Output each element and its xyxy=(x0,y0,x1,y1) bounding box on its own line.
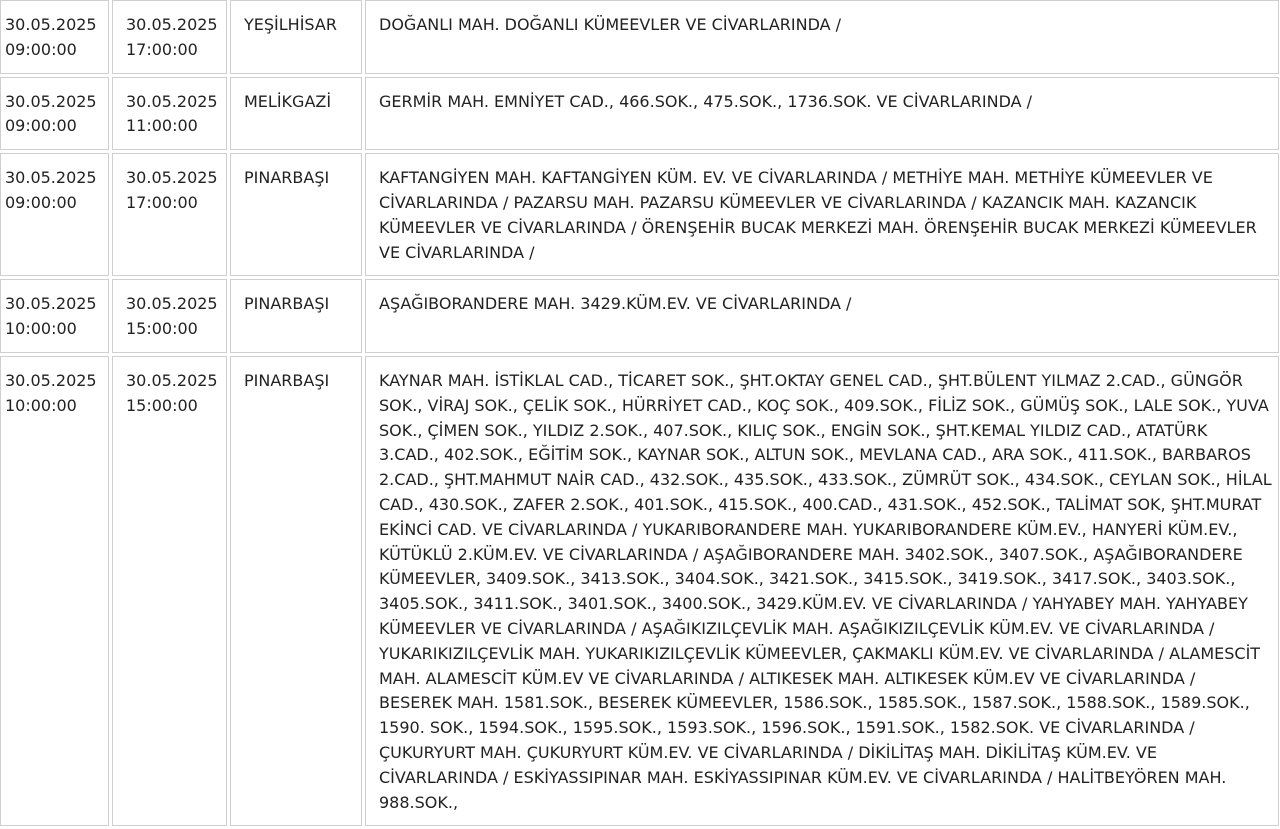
start-datetime-cell xyxy=(0,0,109,74)
start-time: 09:00:00 xyxy=(5,192,77,212)
table-row xyxy=(0,153,1279,276)
end-datetime-cell xyxy=(112,279,227,353)
start-time: 10:00:00 xyxy=(5,395,77,415)
end-time: 17:00:00 xyxy=(126,192,198,212)
start-time: 10:00:00 xyxy=(5,319,77,339)
affected-areas-cell: GERMİR MAH. EMNİYET CAD., 466.SOK., 475.SOK., 1736.SOK. VE CİVARLARINDA / xyxy=(365,77,1279,151)
district-cell: MELİKGAZİ xyxy=(230,77,362,151)
start-date: 30.05.2025 xyxy=(5,15,97,34)
end-date: 30.05.2025 xyxy=(126,15,218,34)
affected-areas-cell: AŞAĞIBORANDERE MAH. 3429.KÜM.EV. VE CİVARLARINDA / xyxy=(365,279,1279,353)
end-date: 30.05.2025 xyxy=(126,370,218,390)
affected-areas-cell: KAYNAR MAH. İSTİKLAL CAD., TİCARET SOK., ŞHT.OKTAY GENEL CAD., ŞHT.BÜLENT YILMAZ 2.CAD., GÜNGÖR SOK., VİRAJ SOK., ÇELİK SOK., HÜRRİYET CAD., KOÇ SOK., 409.SOK., FİLİZ SOK., GÜMÜŞ SOK., LALE SOK., YUVA SOK., ÇİMEN SOK., YILDIZ 2.SOK., 407.SOK., KILIÇ SOK., ENGİN SOK., ŞHT.KEMAL YILDIZ CAD., ATATÜRK 3.CAD., 402.SOK., EĞİTİM SOK., KAYNAR SOK., ALTUN SOK., MEVLANA CAD., ARA SOK., 411.SOK., BARBAROS 2.CAD., ŞHT.MAHMUT NAİR CAD., 432.SOK., 435.SOK., 433.SOK., ZÜMRÜT SOK., 434.SOK., CEYLAN SOK., HİLAL CAD., 430.SOK., ZAFER 2.SOK., 401.SOK., 415.SOK., 400.CAD., 431.SOK., 452.SOK., TALİMAT SOK, ŞHT.MURAT EKİNCİ CAD. VE CİVARLARINDA / YUKARIBORANDERE MAH. YUKARIBORANDERE KÜM.EV., HANYERİ KÜM.EV., KÜTÜKLÜ 2.KÜM.EV. VE CİVARLARINDA / AŞAĞIBORANDERE MAH. 3402.SOK., 3407.SOK., AŞAĞIBORANDERE KÜMEEVLER, 3409.SOK., 3413.SOK., 3404.SOK., 3421.SOK., 3415.SOK., 3419.SOK., 3417.SOK., 3403.SOK., 3405.SOK., 3411.SOK., 3401.SOK., 3400.SOK., 3429.KÜM.EV. VE CİVARLARINDA / YAHYABEY MAH. YAHYABEY KÜMEEVLER VE CİVARLARINDA / AŞAĞIKIZILÇEVLİK MAH. AŞAĞIKIZILÇEVLİK KÜM.EV. VE CİVARLARINDA / YUKARIKIZILÇEVLİK MAH. YUKARIKIZILÇEVLİK KÜMEEVLER, ÇAKMAKLI KÜM.EV. VE CİVARLARINDA / ALAMESCİT MAH. ALAMESCİT KÜM.EV VE CİVARLARINDA / ALTIKESEK MAH. ALTIKESEK KÜM.EV VE CİVARLARINDA / BESEREK MAH. 1581.SOK., BESEREK KÜMEEVLER, 1586.SOK., 1585.SOK., 1587.SOK., 1588.SOK., 1589.SOK., 1590. SOK., 1594.SOK., 1595.SOK., 1593.SOK., 1596.SOK., 1591.SOK., 1582.SOK. VE CİVARLARINDA / ÇUKURYURT MAH. ÇUKURYURT KÜM.EV. VE CİVARLARINDA / DİKİLİTAŞ MAH. DİKİLİTAŞ KÜM.EV. VE CİVARLARINDA / ESKİYASSIPINAR MAH. ESKİYASSIPINAR KÜM.EV. VE CİVARLARINDA / HALİTBEYÖREN MAH. 988.SOK., xyxy=(365,356,1279,826)
end-time: 15:00:00 xyxy=(126,395,198,415)
end-date: 30.05.2025 xyxy=(126,91,218,111)
end-datetime-cell xyxy=(112,77,227,151)
table-row xyxy=(0,77,1279,151)
start-time: 09:00:00 xyxy=(5,39,77,59)
end-date: 30.05.2025 xyxy=(126,168,218,188)
end-time: 15:00:00 xyxy=(126,319,198,339)
start-datetime-cell xyxy=(0,153,109,276)
affected-areas-cell: DOĞANLI MAH. DOĞANLI KÜMEEVLER VE CİVARLARINDA / xyxy=(365,0,1279,74)
end-date: 30.05.2025 xyxy=(126,294,218,314)
district-cell: PINARBAŞI xyxy=(230,153,362,276)
start-date: 30.05.2025 xyxy=(5,370,97,390)
end-datetime-cell xyxy=(112,0,227,74)
end-time: 17:00:00 xyxy=(126,39,198,59)
table-row xyxy=(0,0,1279,74)
start-time: 09:00:00 xyxy=(5,116,77,136)
end-time: 11:00:00 xyxy=(126,116,198,136)
district-cell: PINARBAŞI xyxy=(230,356,362,826)
start-date: 30.05.2025 xyxy=(5,91,97,111)
start-date: 30.05.2025 xyxy=(5,294,97,314)
table-row xyxy=(0,356,1279,826)
affected-areas-cell: KAFTANGİYEN MAH. KAFTANGİYEN KÜM. EV. VE CİVARLARINDA / METHİYE MAH. METHİYE KÜMEEVLER VE CİVARLARINDA / PAZARSU MAH. PAZARSU KÜMEEVLER VE CİVARLARINDA / KAZANCIK MAH. KAZANCIK KÜMEEVLER VE CİVARLARINDA / ÖRENŞEHİR BUCAK MERKEZİ MAH. ÖRENŞEHİR BUCAK MERKEZİ KÜMEEVLER VE CİVARLARINDA / xyxy=(365,153,1279,276)
start-datetime-cell xyxy=(0,77,109,151)
start-date: 30.05.2025 xyxy=(5,168,97,188)
end-datetime-cell xyxy=(112,356,227,826)
district-cell: YEŞİLHİSAR xyxy=(230,0,362,74)
start-datetime-cell xyxy=(0,279,109,353)
end-datetime-cell xyxy=(112,153,227,276)
start-datetime-cell xyxy=(0,356,109,826)
district-cell: PINARBAŞI xyxy=(230,279,362,353)
table-row xyxy=(0,279,1279,353)
